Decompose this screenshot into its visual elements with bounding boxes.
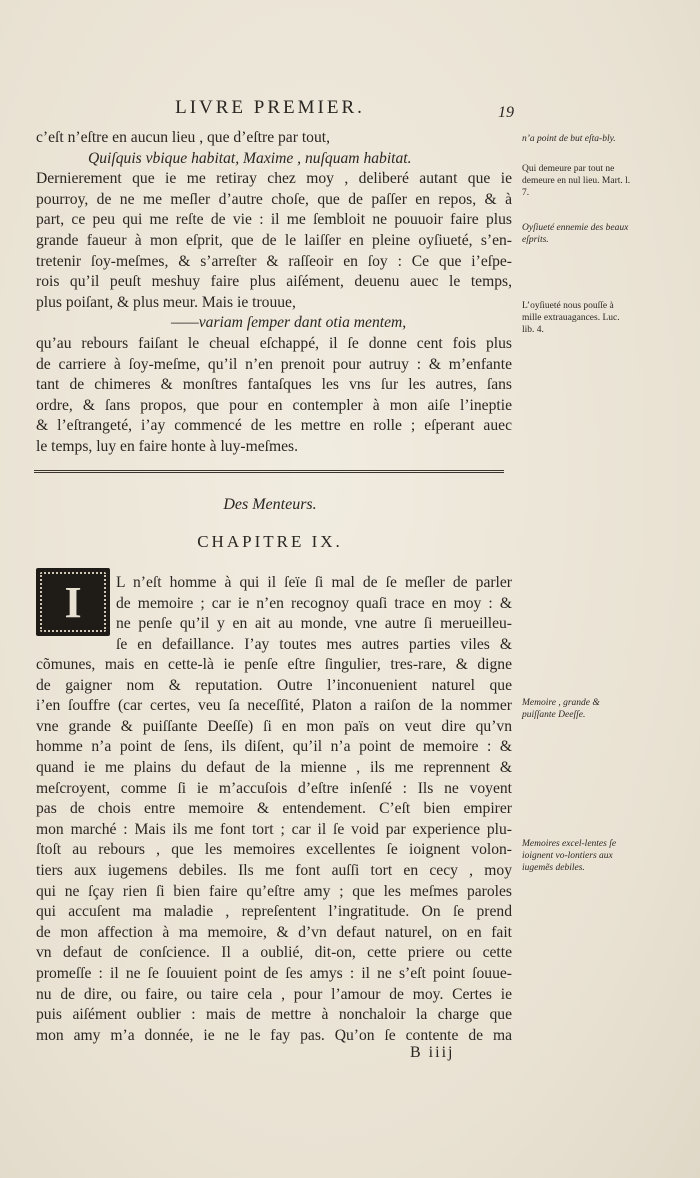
margin-note: n’a point de but eſta-bly. <box>522 134 616 144</box>
text-line: puis aiſément oublier : mais de mettre à nonchaloir la charge que <box>36 1006 512 1024</box>
text-line: vne grande & puiſſante Deeſſe) ſi en mon païs on veut dire qu’vn <box>36 717 512 735</box>
text-line: Dernierement que ie me retiray chez moy , deliberé autant que ie <box>36 170 512 188</box>
text-line: meſcroyent, comme ſi ie m’accuſois d’eſtre inſenſé : Ils ne voyent <box>36 779 512 797</box>
text-line: de mon affection à ma memoire, & d’vn defaut naturel, on en fait <box>36 923 512 941</box>
chapter-text <box>36 655 512 1046</box>
text-line: grande faueur à mon eſprit, que de le laiſſer en pleine oyſiueté, s’en- <box>36 231 512 249</box>
text-line: le temps, luy en faire honte à luy-meſmes. <box>36 437 298 455</box>
ornament-border <box>40 572 106 632</box>
text-line: qu’au rebours faiſant le cheual eſchappé, il ſe donne cent fois plus <box>36 334 512 352</box>
text-line: tant de chimeres & monſtres fantaſques les vns ſur les autres, ſans <box>36 376 512 394</box>
latin-quote: Quiſquis vbique habitat, Maxime , nuſquam habitat. <box>88 149 412 167</box>
text-line: de carriere à ſoy-meſme, qu’il n’en prenoit pour autruy : & m’enfante <box>36 355 512 373</box>
drop-cap-ornament <box>36 568 110 636</box>
section-text-1 <box>36 128 512 458</box>
text-line: tiers aux iugemens debiles. Ils me font auſſi tort en cecy , moy <box>36 861 512 879</box>
text-line: ſe en defaillance. I’ay toutes mes autres parties viles & <box>116 635 512 653</box>
text-line: tretenir ſoy-meſmes, & s’arreſter & raſſeoir en ſoy : Ce que i’eſpe- <box>36 252 512 270</box>
margin-note: Memoire , grande & puiſſante Deeſſe. <box>522 698 600 720</box>
text-line: homme n’a point de ſens, ils diſent, qu’il n’a point de memoire : & <box>36 738 512 756</box>
text-line: part, ce peu qui me reſte de vie : il me ſembloit ne pouuoir faire plus <box>36 211 512 229</box>
text-line: ne penſe qu’il y en ait au monde, vne autre ſi merueilleu- <box>116 615 512 633</box>
text-line: de gaigner nom & reputation. Outre l’inconuenient naturel que <box>36 676 512 694</box>
text-line: qui ne ſçay rien ſi bien faire qu’eſtre amy ; que les meſmes paroles <box>36 882 512 900</box>
chapter-heading: CHAPITRE IX. <box>197 532 343 551</box>
signature-mark: B iiij <box>410 1044 455 1061</box>
text-line: nu de dire, ou faire, ou taire cela , pour l’amour de moy. Certes ie <box>36 985 512 1003</box>
drop-cap-letter: I <box>64 577 82 627</box>
text-line: L n’eſt homme à qui il ſeïe ſi mal de ſe meſler de parler <box>116 574 512 591</box>
latin-quote: ——variam ſemper dant otia mentem, <box>171 314 407 332</box>
running-head: LIVRE PREMIER. <box>175 97 365 118</box>
text-line: & l’eſtrangeté, i’ay commencé de les mettre en rolle ; eſperant auec <box>36 417 512 435</box>
text-line: vn defaut de conſcience. Il a oublié, dit-on, cette priere ou cette <box>36 944 512 962</box>
page-number: 19 <box>498 104 514 121</box>
chapter-text-indented <box>116 573 512 655</box>
text-line: quand ie me plains du defaut de la mienne , ils me reprennent & <box>36 758 512 776</box>
chapter-subtitle: Des Menteurs. <box>223 496 317 513</box>
text-line: de memoire ; car ie n’en recognoy quaſi trace en moy : & <box>116 594 512 612</box>
text-line: qui accuſent ma maladie , repreſentent l’ingratitude. On ſe prend <box>36 903 512 921</box>
text-line: ſtoſt au rebours , que les memoires excellentes ſe ioignent volon- <box>36 841 512 859</box>
text-line: cõmunes, mais en cette-là ie penſe eſtre ſingulier, tres-rare, & digne <box>36 656 512 673</box>
margin-note: Oyſiueté ennemie des beaux eſprits. <box>522 223 629 245</box>
text-line: pourroy, de ne me meſler d’autre choſe, que de paſſer en repos, & à <box>36 190 512 208</box>
margin-note: Qui demeure par tout ne demeure en nul lieu. Mart. l. 7. <box>522 164 631 198</box>
text-line: c’eſt n’eſtre en aucun lieu , que d’eſtre par tout, <box>36 129 330 146</box>
text-line: ordre, & ſans propos, que pour en contempler à mon aiſe l’ineptie <box>36 396 512 414</box>
text-line: promeſſe : il ne ſe ſouuient point de ſes amys : il ne s’eſt point ſouue- <box>36 964 512 982</box>
margin-note: Memoires excel-lentes ſe ioignent vo-lontiers aux iugemẽs debiles. <box>522 839 617 873</box>
text-line: rois qu’il peuſt meshuy faire plus aiſément, deuenu auec le temps, <box>36 273 512 291</box>
text-line: mon marché : Mais ils me font tort ; car il ſe void par experience plu- <box>36 820 512 838</box>
text-line: pas de chois entre memoire & entendement. C’eſt bien empirer <box>36 800 512 818</box>
text-line: mon amy m’a donnée, ie ne le fay pas. Qu’on ſe contente de ma <box>36 1026 512 1044</box>
text-line: plus poiſant, & plus meur. Mais ie trouue, <box>36 293 296 311</box>
section-divider <box>34 470 504 473</box>
text-line: i’en ſouffre (car certes, veu ſa neceſſité, Platon a raiſon de la nommer <box>36 697 512 715</box>
margin-note: L’oyſiueté nous pouſſe à mille extrauagances. Luc. lib. 4. <box>522 301 620 335</box>
